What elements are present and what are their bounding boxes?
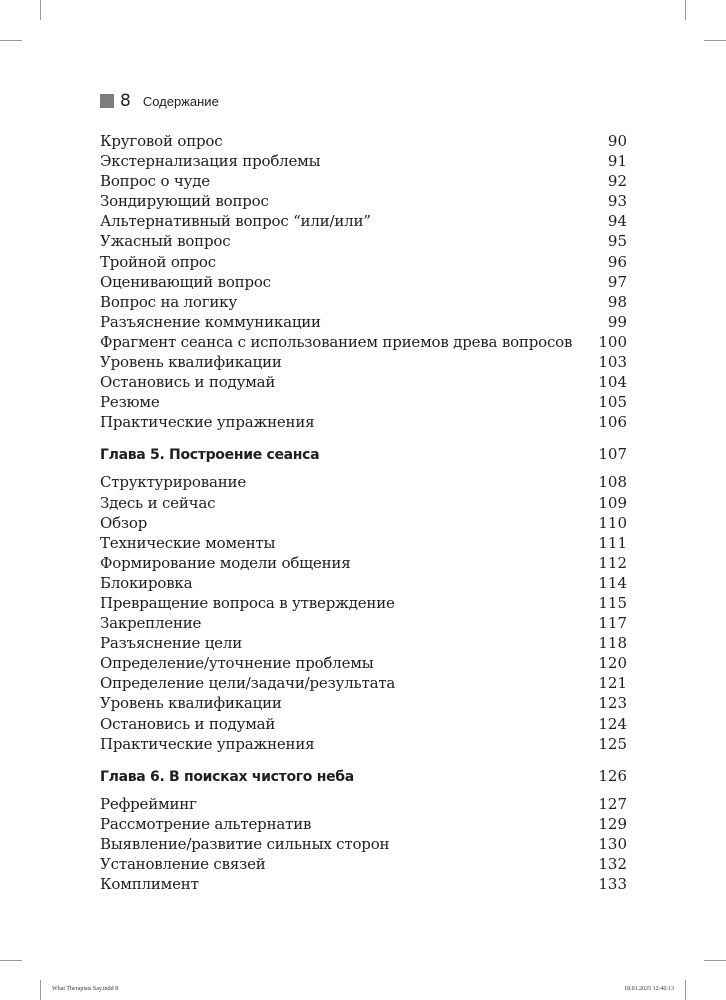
toc-chapter-heading[interactable] — [100, 442, 627, 466]
toc-entry-title: Альтернативный вопрос “или/или” — [100, 212, 371, 231]
toc-entry[interactable] — [100, 131, 627, 151]
toc-entry-title: Резюме — [100, 393, 160, 412]
toc-entry-page: 125 — [598, 734, 627, 753]
toc-entry-title: Превращение вопроса в утверждение — [100, 593, 395, 612]
toc-entry-page: 114 — [598, 573, 627, 592]
toc-entry[interactable] — [100, 794, 627, 814]
toc-entry-page: 121 — [598, 674, 627, 693]
toc-entry-page: 133 — [598, 875, 627, 894]
toc-entry-title: Закрепление — [100, 614, 202, 633]
chapter-title: Глава 5. Построение сеанса — [100, 447, 320, 464]
chapter-title: Глава 6. В поисках чистого неба — [100, 768, 354, 785]
toc-entry-page: 109 — [598, 493, 627, 512]
toc-entry[interactable] — [100, 673, 627, 693]
toc-entry-title: Тройной опрос — [100, 252, 216, 271]
crop-mark — [40, 980, 41, 1000]
toc-entry-page: 92 — [607, 172, 627, 191]
toc-entry-page: 96 — [607, 252, 627, 271]
toc-entry-title: Структурирование — [100, 473, 246, 492]
toc-entry-page: 108 — [598, 473, 627, 492]
toc-entry-title: Экстернализация проблемы — [100, 152, 321, 171]
toc-entry-page: 95 — [607, 232, 627, 251]
toc-entry[interactable] — [100, 272, 627, 292]
toc-entry[interactable] — [100, 573, 627, 593]
toc-entry-title: Разъяснение коммуникации — [100, 312, 321, 331]
toc-entry[interactable] — [100, 553, 627, 573]
toc-entry[interactable] — [100, 332, 627, 352]
toc-entry[interactable] — [100, 693, 627, 713]
toc-entry[interactable] — [100, 191, 627, 211]
toc-entry-page: 111 — [598, 533, 627, 552]
toc-entry-title: Комплимент — [100, 875, 199, 894]
toc-entry-title: Рассмотрение альтернатив — [100, 814, 312, 833]
toc-entry-page: 93 — [607, 192, 627, 211]
toc-entry-title: Круговой опрос — [100, 132, 223, 150]
toc-entry[interactable] — [100, 633, 627, 653]
toc-entry-title: Здесь и сейчас — [100, 493, 216, 512]
toc-group — [100, 131, 627, 432]
toc-entry-page: 103 — [598, 353, 627, 372]
page-number: 8 — [120, 91, 131, 111]
crop-mark — [0, 960, 22, 961]
toc-entry-title: Определение/уточнение проблемы — [100, 654, 374, 673]
toc-entry[interactable] — [100, 874, 627, 894]
toc-entry-page: 106 — [598, 413, 627, 432]
toc-entry[interactable] — [100, 653, 627, 673]
crop-mark — [685, 0, 686, 20]
toc-entry[interactable] — [100, 593, 627, 613]
toc-entry-page: 115 — [598, 593, 627, 612]
toc-entry-title: Фрагмент сеанса с использованием приемов древа вопросов — [100, 332, 573, 351]
toc-entry-title: Разъяснение цели — [100, 634, 242, 653]
toc-entry-title: Уровень квалификации — [100, 694, 282, 713]
toc-entry-page: 90 — [607, 132, 627, 150]
toc-entry-page: 132 — [598, 855, 627, 873]
toc-entry[interactable] — [100, 412, 627, 432]
toc-entry-page: 127 — [598, 794, 627, 813]
toc-entry[interactable] — [100, 854, 627, 874]
chapter-page: 107 — [598, 445, 627, 464]
toc-group — [100, 472, 627, 753]
footer-file-name: What Therapists Say.indd 8 — [52, 986, 119, 992]
crop-mark — [685, 980, 686, 1000]
toc-entry-page: 112 — [598, 553, 627, 572]
toc-entry[interactable] — [100, 734, 627, 754]
toc-entry-title: Остановись и подумай — [100, 373, 276, 392]
toc-entry-title: Установление связей — [100, 855, 266, 873]
toc-entry-title: Ужасный вопрос — [100, 232, 231, 251]
toc-entry-page: 129 — [598, 814, 627, 833]
toc-entry-title: Оценивающий вопрос — [100, 272, 271, 291]
toc-entry[interactable] — [100, 472, 627, 492]
toc-entry-page: 94 — [607, 212, 627, 231]
toc-entry[interactable] — [100, 171, 627, 191]
toc-entry-title: Остановись и подумай — [100, 714, 276, 733]
toc-entry[interactable] — [100, 714, 627, 734]
crop-mark — [704, 40, 726, 41]
toc-entry-page: 110 — [598, 513, 627, 532]
toc-chapter-heading[interactable] — [100, 764, 627, 788]
toc-entry-title: Технические моменты — [100, 533, 276, 552]
toc-entry-page: 130 — [598, 834, 627, 853]
section-title: Содержание — [142, 93, 219, 109]
toc-entry[interactable] — [100, 533, 627, 553]
crop-mark — [704, 960, 726, 961]
chapter-page: 126 — [598, 766, 627, 785]
toc-entry[interactable] — [100, 392, 627, 412]
toc-entry-title: Формирование модели общения — [100, 553, 351, 572]
toc-entry-page: 117 — [598, 614, 627, 633]
toc-entry[interactable] — [100, 292, 627, 312]
toc-group — [100, 794, 627, 894]
toc-entry-page: 91 — [607, 152, 627, 171]
toc-entry-page: 98 — [607, 292, 627, 311]
toc-entry[interactable] — [100, 312, 627, 332]
toc-entry[interactable] — [100, 613, 627, 633]
crop-mark — [0, 40, 22, 41]
toc-entry-title: Практические упражнения — [100, 734, 315, 753]
toc-entry[interactable] — [100, 252, 627, 272]
toc-entry-title: Блокировка — [100, 573, 193, 592]
toc-entry[interactable] — [100, 513, 627, 533]
toc-entry-page: 118 — [598, 634, 627, 653]
toc-entry[interactable] — [100, 834, 627, 854]
toc-entry[interactable] — [100, 352, 627, 372]
toc-entry-page: 97 — [607, 272, 627, 291]
toc-entry[interactable] — [100, 493, 627, 513]
crop-mark — [40, 0, 41, 20]
toc-entry[interactable] — [100, 151, 627, 171]
toc-entry[interactable] — [100, 211, 627, 231]
toc-entry-title: Зондирующий вопрос — [100, 192, 269, 211]
toc-entry-title: Обзор — [100, 513, 148, 532]
table-of-contents — [100, 131, 627, 894]
toc-entry-page: 124 — [598, 714, 627, 733]
toc-entry-title: Вопрос о чуде — [100, 172, 210, 191]
toc-entry-title: Определение цели/задачи/результата — [100, 674, 396, 693]
toc-entry-title: Уровень квалификации — [100, 353, 282, 372]
toc-entry[interactable] — [100, 814, 627, 834]
toc-entry-page: 123 — [598, 694, 627, 713]
toc-entry-title: Рефрейминг — [100, 794, 197, 813]
footer-timestamp: 18.01.2025 12:46:13 — [624, 986, 674, 992]
toc-entry-page: 105 — [598, 393, 627, 412]
toc-entry-title: Выявление/развитие сильных сторон — [100, 834, 390, 853]
toc-entry[interactable] — [100, 372, 627, 392]
toc-entry-title: Вопрос на логику — [100, 292, 237, 311]
running-header — [100, 90, 219, 112]
toc-entry-page: 104 — [598, 373, 627, 392]
toc-entry-page: 100 — [598, 332, 627, 351]
toc-entry-page: 120 — [598, 654, 627, 673]
toc-entry-title: Практические упражнения — [100, 413, 315, 432]
header-marker-square — [100, 94, 114, 108]
toc-entry-page: 99 — [607, 312, 627, 331]
toc-entry[interactable] — [100, 231, 627, 251]
